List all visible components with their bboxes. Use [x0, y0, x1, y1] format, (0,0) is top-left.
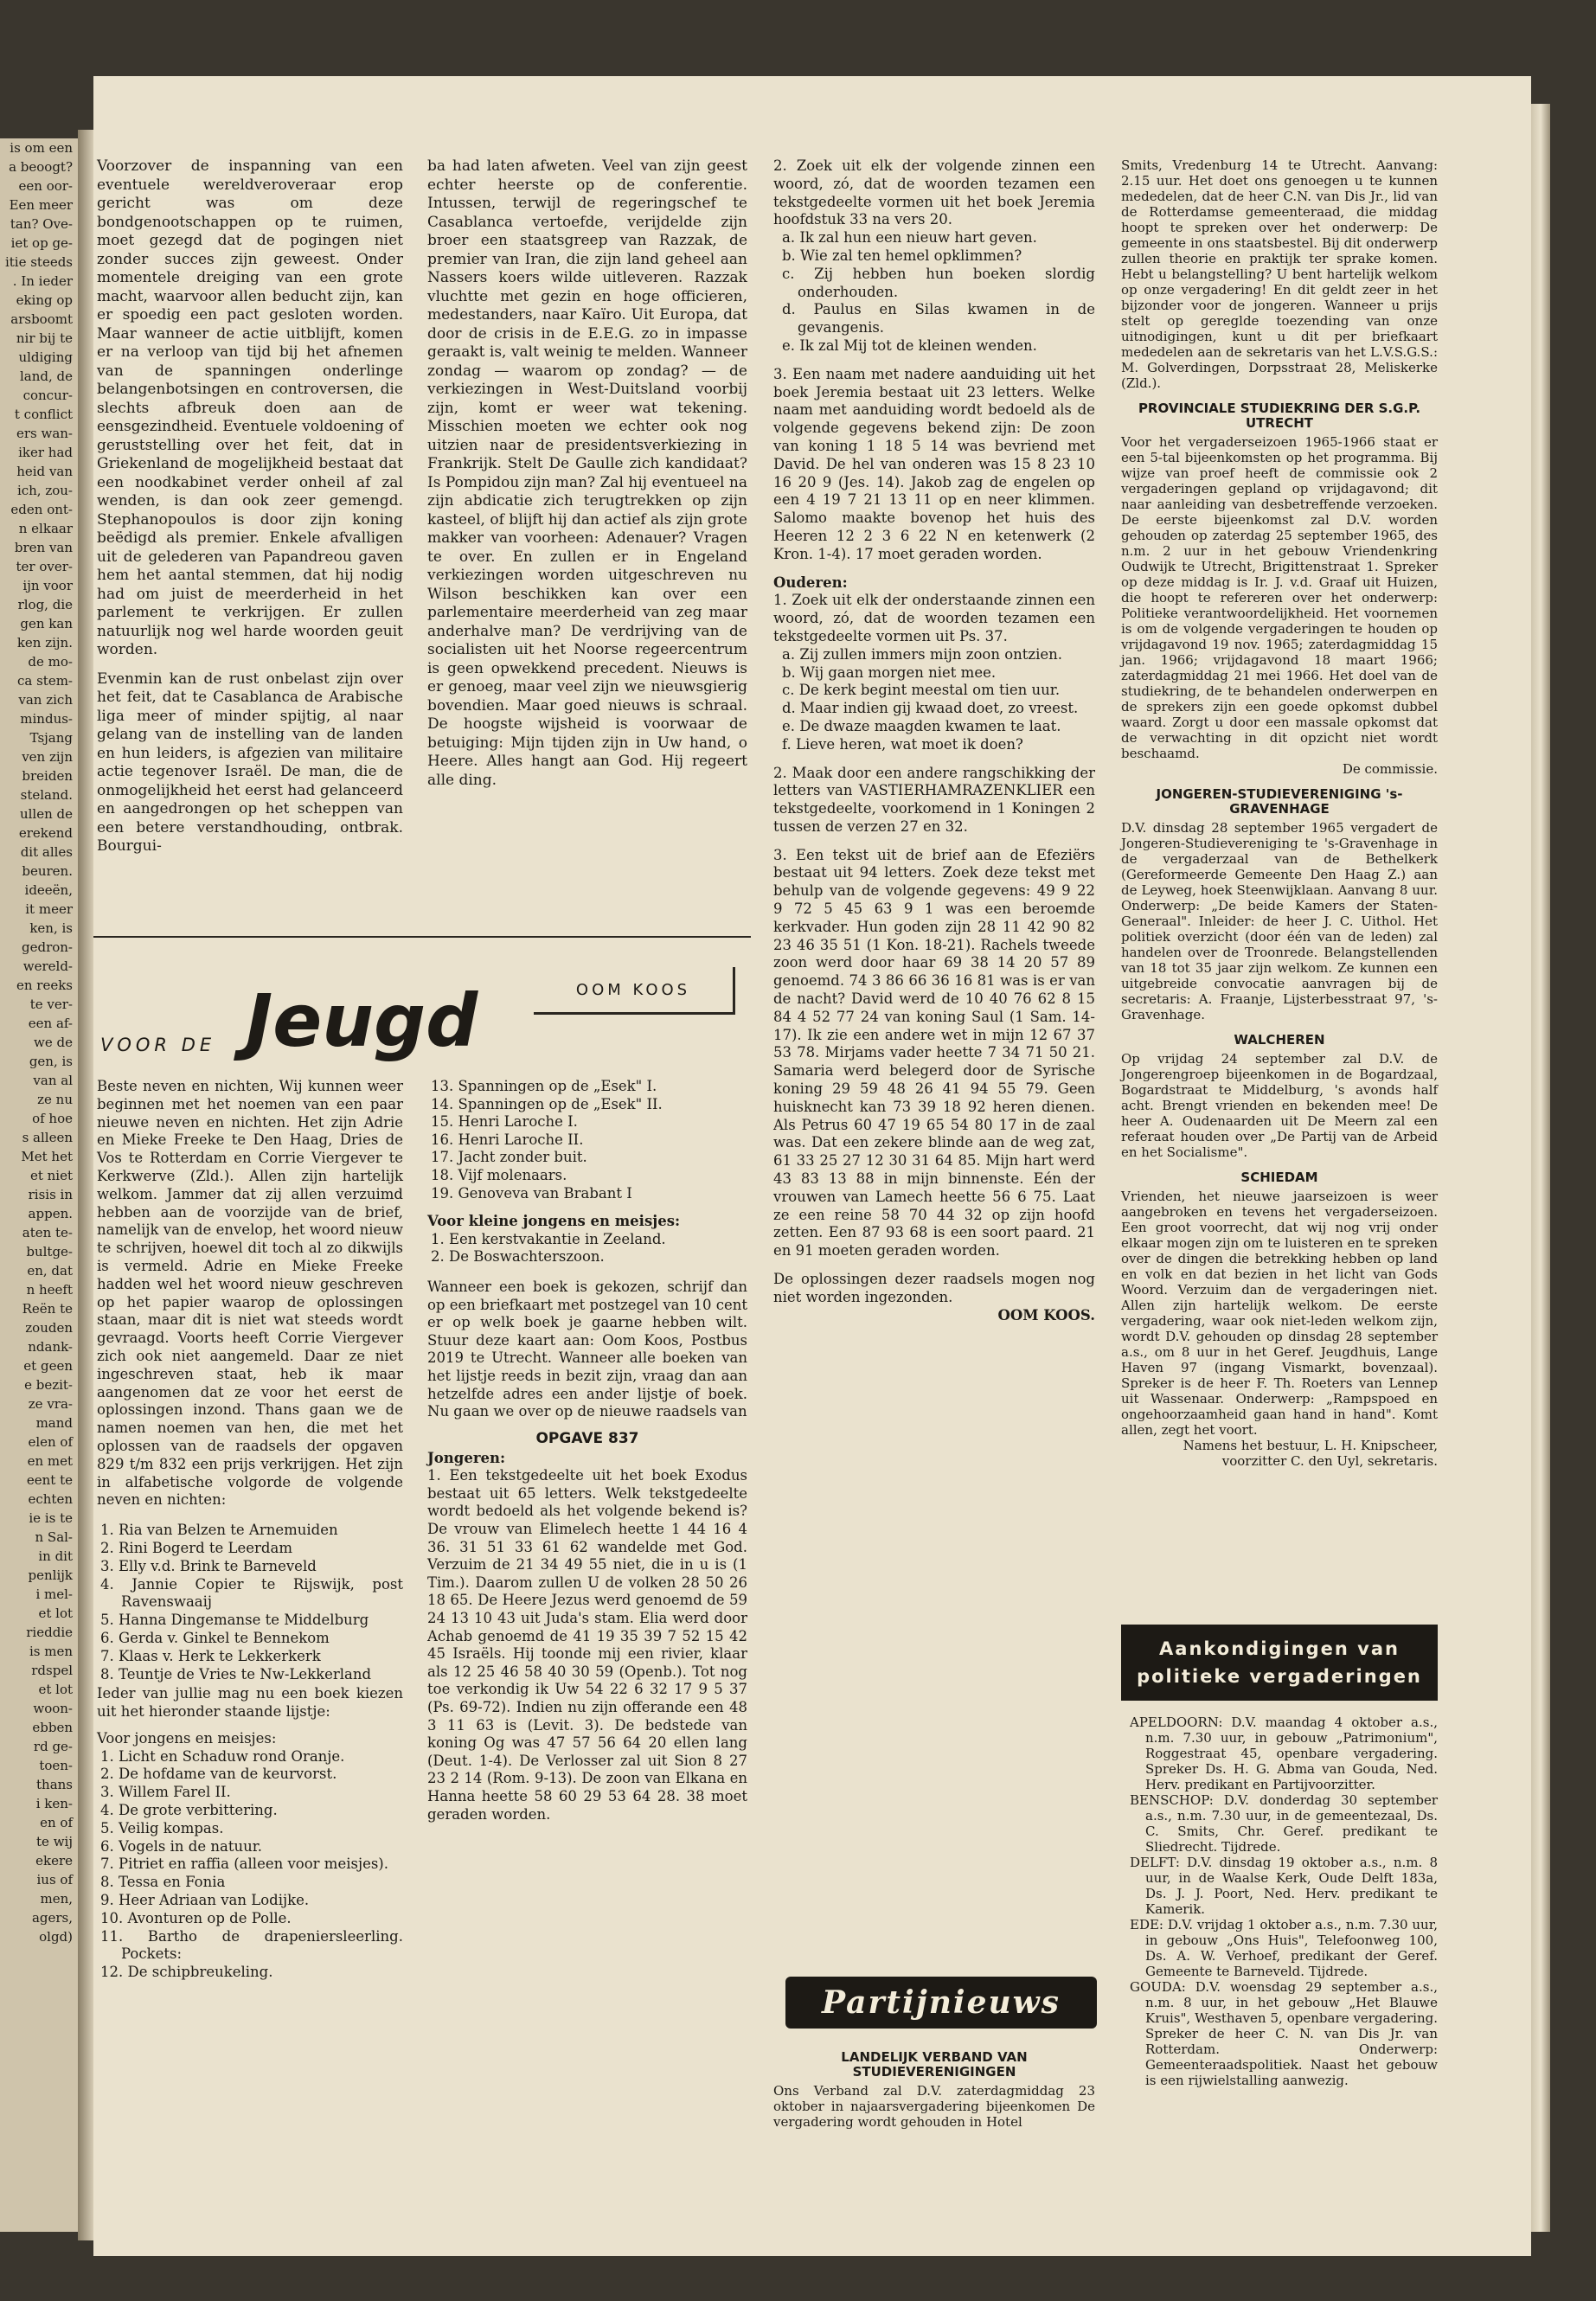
prev-page-line: concur-: [22, 388, 73, 403]
prev-page-line: eden ont-: [10, 502, 73, 517]
book-item: 14. Spanningen op de „Esek" II.: [431, 1095, 663, 1112]
prev-page-line: ekere: [35, 1853, 73, 1868]
prev-page-line: Met het: [21, 1149, 73, 1164]
prev-page-line: a beoogt?: [9, 159, 73, 175]
prev-page-line: is om een: [10, 140, 73, 156]
book-item: 1. Licht en Schaduw rond Oranje.: [100, 1747, 345, 1765]
puzzle-item: c. Zij hebben hun boeken slordig onderhouden.: [782, 265, 1095, 300]
puzzle-question: 2. Maak door een andere rangschikking der letters van VASTIERHAMRAZENKLIER een tekstgedeelte, voorkomend in 1 Koningen 2 tussen de verzen 27 en 32.: [773, 764, 1095, 835]
signature: OOM KOOS.: [997, 1306, 1095, 1324]
youth-intro: Beste neven en nichten, Wij kunnen weer beginnen met het noemen van een paar nieuwe neven en nichten. Het zijn Adrie en Mieke Freeke te Den Haag, Dries de Vos te Rotterdam en Corrie Viergever te Kerkwerve (Zld.). Allen zijn hartelijk welkom. Jammer dat zij allen verzuimd hebben aan de voorzijde van de brief, namelijk van de envelop, het woord nieuw te schrijven, hoewel dit toch al zo dikwijls is vermeld. Adrie en Mieke Freeke hadden wel het woord nieuw geschreven op het papier waarop de oplossingen staan, maar dit is niet wat steeds wordt gevraagd. Voorts heeft Corrie Viergever zich ook niet aangemeld. Daar ze niet ingeschreven staat, heb ik maar aangenomen dat ze voor het eerst de oplossingen inzond. Thans gaan we de namen noemen van hen, die met het oplossen van de raadsels der opgaven 829 t/m 832 een prijs verkrijgen. Het zijn in alfabetische volgorde de volgende neven en nichten:: [97, 1078, 403, 1509]
prev-page-line: ebben: [32, 1720, 73, 1735]
books-list: [97, 1748, 403, 1982]
section-heading: JONGEREN-STUDIEVERENIGING 's-GRAVENHAGE: [1156, 786, 1403, 817]
prev-page-line: olgd): [39, 1929, 73, 1945]
meetings-items: [1121, 1715, 1438, 2088]
prev-page-line: agers,: [31, 1910, 73, 1926]
prev-page-line: . In ieder: [12, 273, 73, 289]
puzzle-question: 3. Een tekst uit de brief aan de Efeziërs bestaat uit 94 letters. Zoek deze tekst met behulp van de volgende gegevens: 49 9 22 9 72 5 45 63 9 1 was een beroemde kerkvader. Hun goden zijn 28 11 42 90 82 23 46 35 51 (1 Kon. 18-21). Rachels tweede zoon werd door haar 69 38 14 20 57 89 genoemd. 74 3 86 66 36 16 81 was is er van de nacht? David werd de 10 40 76 62 8 15 84 4 52 77 24 van koning Saul (1 Sam. 14-17). Ik zie een andere wet in mijn 12 67 37 53 78. Mirjams vader heette 7 34 71 50 21. Samaria werd belegerd door de Syrische koning 29 59 48 26 41 94 55 79. Geen huisknecht kan 73 39 18 92 heren dienen. Als Petrus 60 47 19 65 54 80 17 in de zaal was. Dat een zekere blinde aan de weg zat, 61 33 25 27 12 30 31 64 85. Mijn hart werd 43 83 13 88 in mijn binnenste. Eén der vrouwen van Lamech heette 56 6 75. Laat ze een reine 58 70 44 32 op zijn hoofd zetten. Een 87 93 68 is een soort paard. 21 en 91 moeten geraden worden.: [773, 846, 1095, 1259]
prev-page-line: is men: [29, 1644, 73, 1659]
prev-page-line: risis in: [28, 1187, 73, 1202]
book-item: 11. Bartho de drapeniersleerling. Pockets:: [100, 1927, 403, 1963]
section-divider: [93, 936, 751, 938]
prev-page-line: ken zijn.: [16, 635, 73, 651]
prev-page-line: echten: [28, 1491, 73, 1507]
prev-page-line: de mo-: [28, 654, 73, 670]
section-heading: PROVINCIALE STUDIEKRING DER S.G.P. UTRECHT: [1138, 401, 1421, 431]
prev-page-line: mindus-: [20, 711, 73, 727]
book-item: 17. Jacht zonder buit.: [431, 1149, 587, 1166]
prev-page-line: eent te: [26, 1472, 73, 1488]
puzzle-item: b. Wie zal ten hemel opklimmen?: [782, 247, 1022, 264]
book-item: 5. Veilig kompas.: [100, 1819, 224, 1836]
books-heading: Voor jongens en meisjes:: [97, 1729, 277, 1747]
prev-page-line: te ver-: [29, 997, 73, 1012]
prev-page-line: dit alles: [20, 844, 73, 860]
winner-item: 8. Teuntje de Vries te Nw-Lekkerland: [100, 1665, 372, 1682]
book-item: 12. De schipbreukeling.: [100, 1964, 273, 1981]
meetings-list: [1121, 1715, 1438, 2088]
section-heading: WALCHEREN: [1234, 1032, 1325, 1048]
prev-page-line: iker had: [18, 445, 73, 460]
meeting-item: APELDOORN: D.V. maandag 4 oktober a.s., n.m. 7.30 uur, in gebouw „Patrimonium", Roggestraat 45, openbare vergadering. Spreker Ds. H. G. Abma van Gouda, Ned. Herv. predikant en Partijvoorzitter.: [1130, 1715, 1438, 1792]
puzzle-item: f. Lieve heren, wat moet ik doen?: [782, 735, 1023, 753]
notice-text: Voor het vergaderseizoen 1965-1966 staat er een 5-tal bijeenkomsten op het programma. Bij wijze van proef heeft de commissie ook 2 vergaderingen gepland op vrijdagavond; dit naar aanleiding van desbetreffende verzoeken. De eerste bijeenkomst zal D.V. worden gehouden op zaterdag 25 september 1965, des n.m. 2 uur in het gebouw Vriendenkring Oudwijk te Utrecht, Brigittenstraat 1. Spreker op deze middag is Ir. J. v.d. Graaf uit Huizen, die hoopt te refereren over het onderwerp: Politieke verantwoordelijkheid. Het voornemen is om de volgende vergaderingen te houden op vrijdagavond 19 nov. 1965; zaterdagmiddag 15 jan. 1966; vrijdagavond 18 maart 1966; zaterdagmiddag 21 mei 1966. Het doel van de studiekring, de te behandelen onderwerpen en de sprekers zijn een goede opkomst dubbel waard. Zorgt u door een massale opkomst dat de verwachting in dit opzicht niet wordt beschaamd.: [1121, 434, 1438, 761]
partijnieuws-banner: Partijnieuws: [785, 1977, 1097, 2029]
book-item: 10. Avonturen op de Polle.: [100, 1909, 292, 1926]
article-column-1: [97, 157, 403, 856]
prev-page-line: s alleen: [22, 1130, 73, 1145]
puzzle-items: [773, 646, 1095, 754]
prev-page-line: ze nu: [37, 1092, 73, 1107]
notice-text: D.V. dinsdag 28 september 1965 vergadert de Jongeren-Studievereniging te 's-Gravenhage in de vergaderzaal van de Bethelkerk (Gereformeerde Gemeente Den Haag Z.) aan de Leyweg, hoek Steenwijklaan. Aanvang 8 uur. Onderwerp: „De beide Kamers der Staten-Generaal". Inleider: de heer J. C. Uithol. Het politiek overzicht (door één van de leden) zal handelen over de Troonrede. Belangstellenden van 18 tot 35 jaar zijn welkom. Ze kunnen een uitgebreide convocatie aanvragen bij de secretaris: A. Fraanje, Lijsterbesstraat 97, 's-Gravenhage.: [1121, 820, 1438, 1022]
prev-page-line: t conflict: [14, 407, 73, 422]
prev-page-line: zouden: [25, 1320, 73, 1336]
prev-page-line: et lot: [38, 1606, 73, 1621]
announcements-column: [1121, 157, 1438, 1469]
prev-page-line: mand: [35, 1415, 73, 1431]
prev-page-line: men,: [40, 1891, 73, 1907]
prev-page-line: ius of: [36, 1872, 73, 1888]
prev-page-line: n elkaar: [18, 521, 73, 536]
prev-page-line: tan? Ove-: [10, 216, 73, 232]
prev-page-line: rlog, die: [17, 597, 73, 612]
book-item: 1. Een kerstvakantie in Zeeland.: [431, 1230, 666, 1247]
prev-page-line: Reën te: [22, 1301, 73, 1317]
prev-page-line: land, de: [19, 369, 73, 384]
book-item: 9. Heer Adriaan van Lodijke.: [100, 1892, 310, 1909]
puzzle-item: a. Zij zullen immers mijn zoon ontzien.: [782, 645, 1063, 663]
prev-page-line: ken, is: [29, 920, 73, 936]
prev-page-line: ijn voor: [22, 578, 73, 593]
notice-text: Op vrijdag 24 september zal D.V. de Jongerengroep bijeenkomen in de Bogardzaal, Bogardstraat te Middelburg, 's avonds half acht. Brengt vrienden en bekenden mee! De heer A. Oudenaarden uit De Meern zal een referaat houden over „De Partij van de Arbeid en het Socialisme".: [1121, 1051, 1438, 1160]
prev-page-line: rieddie: [26, 1625, 73, 1640]
section-heading: SCHIEDAM: [1240, 1170, 1318, 1185]
prev-page-line: toen-: [39, 1758, 73, 1773]
prev-page-line: rdspel: [31, 1663, 73, 1678]
prev-page-line: ideeën,: [24, 882, 73, 898]
article-column-2: [427, 157, 747, 790]
puzzle-item: c. De kerk begint meestal om tien uur.: [782, 682, 1061, 699]
prev-page-line: gen kan: [20, 616, 73, 631]
partij-text: Ons Verband zal D.V. zaterdagmiddag 23 oktober in najaarsvergadering bijeenkomen De vergadering wordt gehouden in Hotel: [773, 2083, 1095, 2130]
article-paragraph: Evenmin kan de rust onbelast zijn over het feit, dat te Casablanca de Arabische liga meer of minder spijtig, al naar gelang van de instelling van de landen en hun leiders, is afgezien van militaire actie tegenover Israël. De man, die de onmogelijkheid het eerst had gelanceerd en aangedrongen op het scheppen van een betere verstandhouding, ontbrak. Bourgui-: [97, 670, 403, 855]
winner-item: 1. Ria van Belzen te Arnemuiden: [100, 1522, 338, 1539]
section-heading: LANDELIJK VERBAND VAN STUDIEVERENIGINGEN: [841, 2049, 1028, 2080]
book-item: 7. Pitriet en raffia (alleen voor meisjes).: [100, 1856, 388, 1873]
youth-column-2: [427, 1078, 747, 1823]
winner-item: 2. Rini Bogerd te Leerdam: [100, 1539, 292, 1556]
puzzle-item: b. Wij gaan morgen niet mee.: [782, 663, 997, 681]
prev-page-line: n Sal-: [35, 1529, 73, 1545]
prev-page-line: bren van: [14, 540, 73, 555]
prev-page-line: penlijk: [28, 1567, 73, 1583]
prev-page-line: uldiging: [18, 349, 73, 365]
prev-page-line: et lot: [38, 1682, 73, 1697]
book-item: 3. Willem Farel II.: [100, 1784, 231, 1801]
book-item: 13. Spanningen op de „Esek" I.: [431, 1078, 657, 1094]
puzzle-item: e. De dwaze maagden kwamen te laat.: [782, 717, 1061, 734]
book-item: 16. Henri Laroche II.: [431, 1131, 584, 1148]
prev-page-line: i ken-: [35, 1796, 73, 1811]
winner-item: 3. Elly v.d. Brink te Barneveld: [100, 1557, 317, 1574]
small-books-list: [427, 1231, 747, 1266]
book-item: 8. Tessa en Fonia: [100, 1874, 226, 1891]
prev-page-line: en, dat: [27, 1263, 73, 1279]
prev-page-line: bultge-: [26, 1244, 73, 1259]
prev-page-line: ter over-: [16, 559, 73, 574]
youth-column-1: [97, 1078, 403, 1982]
closing-note: De oplossingen dezer raadsels mogen nog niet worden ingezonden.: [773, 1271, 1095, 1305]
prev-page-line: te wij: [36, 1834, 73, 1849]
choice-text: Wanneer een boek is gekozen, schrijf dan op een briefkaart met postzegel van 10 cent er op welk boek je gaarne hebben wilt. Stuur deze kaart aan: Oom Koos, Postbus 2019 te Utrecht. Wanneer alle boeken van het lijstje reeds in bezit zijn, vraag dan aan hetzelfde adres een ander lijstje of boek. Nu gaan we over op de nieuwe raadsels van: [427, 1278, 747, 1420]
prev-page-line: thans: [36, 1777, 73, 1792]
book-item: 4. De grote verbittering.: [100, 1802, 278, 1819]
small-heading: Voor kleine jongens en meisjes:: [427, 1213, 681, 1230]
meeting-item: GOUDA: D.V. woensdag 29 september a.s., n.m. 8 uur, in het gebouw „Het Blauwe Kruis", Westhaven 5, openbare vergadering. Spreker de heer C. N. van Dis Jr. van Rotterdam. Onderwerp: Gemeenteraadspolitiek. Naast het gebouw is een rijwielstalling aanwezig.: [1130, 1979, 1438, 2088]
prev-page-line: beuren.: [22, 863, 73, 879]
jeugd-title: Jeugd: [246, 978, 478, 1063]
book-item: 18. Vijf molenaars.: [431, 1166, 567, 1183]
prev-page-line: arsboomt: [10, 311, 73, 327]
prev-page-line: erekend: [18, 825, 73, 841]
aankondigingen-banner: Aankondigingen van politieke vergaderingen: [1121, 1625, 1438, 1701]
prev-page-line: van al: [33, 1073, 73, 1088]
prev-page-line: ich, zou-: [16, 483, 73, 498]
prev-page-line: rd ge-: [33, 1739, 73, 1754]
prev-page-line: wereld-: [22, 958, 73, 974]
prev-page-line: ie is te: [29, 1510, 73, 1526]
prev-page-line: it meer: [25, 901, 73, 917]
meeting-item: EDE: D.V. vrijdag 1 oktober a.s., n.m. 7.30 uur, in gebouw „Ons Huis", Telefoonweg 100, Ds. A. W. Verhoef, predikant der Geref. Gemeente te Barneveld. Tijdrede.: [1130, 1917, 1438, 1979]
puzzle-question: 1. Zoek uit elk der onderstaande zinnen een woord, zó, dat de woorden tezamen een tekstgedeelte vormen uit Ps. 37.: [773, 592, 1095, 644]
puzzle-question: 2. Zoek uit elk der volgende zinnen een woord, zó, dat de woorden tezamen een tekstgedeelte vormen uit het boek Jeremia hoofdstuk 33 na vers 20.: [773, 157, 1095, 228]
opgave-heading: OPGAVE 837: [535, 1429, 639, 1447]
partij-section: [773, 2040, 1095, 2130]
books-list-2: [427, 1078, 747, 1202]
prev-page-line: iet op ge-: [10, 235, 73, 251]
puzzle-items: [773, 229, 1095, 356]
prev-page-line: we de: [34, 1035, 73, 1050]
book-item: 19. Genoveva van Brabant I: [431, 1184, 632, 1202]
notice-text: Vrienden, het nieuwe jaarseizoen is weer aangebroken en tevens het vergaderseizoen. Een groot voorrecht, dat wij nog vrij onder elkaar mogen zijn om te luisteren en te spreken over de dingen die betrekking hebben op land en volk en dat bezien in het licht van Gods Woord. Verzuim dan de vergaderingen niet. Allen zijn hartelijk welkom. De eerste vergadering, waar ook niet-leden welkom zijn, wordt D.V. gehouden op dinsdag 28 september a.s., om 8 uur in het Geref. Jeugdhuis, Lange Haven 97 (ingang Vismarkt, bovenzaal). Spreker is de heer F. Th. Roeters van Lennep uit Wassenaar. Onderwerp: „Rampspoed en ongehoorzaamheid gaan hand in hand". Komt allen, zegt het voort.: [1121, 1189, 1438, 1438]
prev-page-line: heid van: [16, 464, 73, 479]
puzzle-item: d. Paulus en Silas kwamen in de gevangenis.: [782, 301, 1095, 336]
prev-page-line: ven zijn: [22, 749, 73, 765]
prev-page-line: steland.: [20, 787, 73, 803]
winner-item: 5. Hanna Dingemanse te Middelburg: [100, 1612, 369, 1629]
prev-page-line: een oor-: [18, 178, 73, 194]
winner-item: 7. Klaas v. Herk te Lekkerkerk: [100, 1647, 321, 1664]
signature: De commissie.: [1342, 761, 1438, 777]
article-paragraph: ba had laten afweten. Veel van zijn geest echter heerste op de conferentie. Intussen, terwijl de regeringschef te Casablanca vertoefde, verijdelde zijn broer een staatsgreep van Razzak, de premier van Iran, die zijn land geheel aan Nassers koers wilde uitleveren. Razzak vluchtte met gezin en hoge officieren, medestanders, naar Kaïro. Uit Europa, dat door de crisis in de E.E.G. zo in impasse geraakt is, valt weinig te melden. Wanneer zondag — waarom op zondag? — de verkiezingen in West-Duitsland voorbij zijn, komt er weer wat tekening. Misschien moeten we echter ook nog uitzien naar de presidentsverkiezing in Frankrijk. Stelt De Gaulle zich kandidaat? Is Pompidou zijn man? Zal hij eventueel na zijn abdicatie zich terugtrekken op zijn kasteel, of blijft hij dan actief als zijn grote makker van voorheen: Adenauer? Vragen te over. En zullen er in Engeland verkiezingen worden uitgeschreven nu Wilson beschikken kan over een parlementaire meerderheid van zeg maar anderhalve man? De verdrijving van de socialisten uit het Noorse regeercentrum is geen opwekkend precedent. Nieuws is er genoeg, maar veel zijn we nieuwsgierig bovendien. Maar goed nieuws is schraal. De hoogste wijsheid is voorwaar de betuiging: Mijn tijden zijn in Uw hand, o Heere. Alles hangt aan God. Hij regeert alle ding.: [427, 157, 747, 789]
puzzle-item: d. Maar indien gij kwaad doet, zo vreest.: [782, 700, 1079, 717]
book-item: 2. De Boswachterszoon.: [431, 1248, 605, 1266]
winners-note: Ieder van jullie mag nu een boek kiezen uit het hieronder staande lijstje:: [97, 1685, 403, 1721]
prev-page-line: ca stem-: [16, 673, 73, 689]
prev-page-line: aten te-: [22, 1225, 73, 1240]
prev-page-line: appen.: [28, 1206, 73, 1221]
winner-item: 4. Jannie Copier te Rijswijk, post Ravenswaaij: [100, 1575, 403, 1611]
prev-page-line: ers wan-: [16, 426, 73, 441]
prev-page-line: et geen: [23, 1358, 73, 1374]
article-paragraph: Voorzover de inspanning van een eventuele wereldveroveraar erop gericht was om deze bondgenootschappen op te ruimen, moet gezegd dat de pogingen niet zonder succes zijn geweest. Onder momentele dreiging van een grote macht, waarvoor allen beducht zijn, kan er spoedig een pact gesloten worden. Maar wanneer de actie uitblijft, komen er na verloop van tijd bij het afnemen van de spanningen onderlinge belangenbotsingen en controversen, die slechts afbreuk doen aan de eensgezindheid. Eventuele voldoening of geruststelling over het feit, dat in Griekenland de mogelijkheid bestaat dat een noodkabinet verder onheil af zal wenden, is dan ook zeer gemengd. Stephanopoulos is door zijn koning beëdigd als premier. Enkele afvalligen uit de gelederen van Papandreou gaven hem het aantal stemmen, dat hij nodig had om juist de meerderheid in het parlement te verkrijgen. Er zullen natuurlijk nog wel harde woorden geuit worden.: [97, 157, 403, 658]
prev-page-line: en of: [40, 1815, 73, 1830]
prev-page-line: n heeft: [26, 1282, 73, 1298]
prev-page-line: woon-: [33, 1701, 73, 1716]
prev-page-line: et niet: [29, 1168, 73, 1183]
book-item: 6. Vogels in de natuur.: [100, 1837, 263, 1855]
prev-page-line: van zich: [18, 692, 73, 708]
prev-page-line: en met: [27, 1453, 73, 1469]
puzzle-column: [773, 157, 1095, 1324]
ouderen-heading: Ouderen:: [773, 574, 848, 591]
prev-page-line: of hoe: [32, 1111, 73, 1126]
prev-page-line: gedron-: [21, 939, 73, 955]
prev-page-line: elen of: [28, 1434, 73, 1450]
meeting-item: DELFT: D.V. dinsdag 19 oktober a.s., n.m. 8 uur, in de Waalse Kerk, Oude Delft 183a, Ds. J. J. Poort, Ned. Herv. predikant te Kamerik.: [1130, 1855, 1438, 1917]
notice-text: Smits, Vredenburg 14 te Utrecht. Aanvang: 2.15 uur. Het doet ons genoegen u te kunnen mededelen, dat de heer C.N. van Dis Jr., lid van de Rotterdamse gemeenteraad, die middag hoopt te spreken over het onderwerp: De gemeente in ons staatsbestel. Bij dit onderwerp zullen theorie en praktijk ter sprake komen. Hebt u belangstelling? U bent hartelijk welkom op onze vergadering! En dit geldt zeer in het bijzonder voor de jongeren. Wanneer u prijs stelt op gereglde toezending van onze uitnodigingen, kunt u dit per briefkaart mededelen aan de sekretaris van het L.V.S.G.S.: M. Golverdingen, Dorpsstraat 28, Meliskerke (Zld.).: [1121, 157, 1438, 391]
voor-de-label: VOOR DE: [100, 1035, 216, 1055]
prev-page-line: een af-: [28, 1016, 73, 1031]
book-item: 15. Henri Laroche I.: [431, 1113, 578, 1131]
prev-page-line: eking op: [16, 292, 73, 308]
prev-page-line: e bezit-: [24, 1377, 73, 1393]
signature: Namens het bestuur, L. H. Knipscheer, voorzitter C. den Uyl, sekretaris.: [1183, 1438, 1438, 1469]
puzzle-item: a. Ik zal hun een nieuw hart geven.: [782, 229, 1037, 247]
meeting-item: BENSCHOP: D.V. donderdag 30 september a.s., n.m. 7.30 uur, in de gemeentezaal, Ds. C. Smits, Chr. Geref. predikant te Sliedrecht. Tijdrede.: [1130, 1792, 1438, 1855]
page-edge-right: [1531, 104, 1550, 2232]
prev-page-line: Tsjang: [29, 730, 73, 746]
prev-page-line: ndank-: [28, 1339, 73, 1355]
winner-item: 6. Gerda v. Ginkel te Bennekom: [100, 1629, 330, 1646]
puzzle-item: e. Ik zal Mij tot de kleinen wenden.: [782, 336, 1037, 354]
prev-page-line: ze vra-: [28, 1396, 73, 1412]
prev-page-line: nir bij te: [16, 330, 73, 346]
oom-koos-box: OOM KOOS: [534, 967, 735, 1015]
winners-list: [97, 1522, 403, 1683]
prev-page-line: breiden: [22, 768, 73, 784]
prev-page-line: ullen de: [19, 806, 73, 822]
prev-page-line: en reeks: [16, 977, 73, 993]
previous-page-edge: [0, 138, 85, 2232]
prev-page-line: i mel-: [35, 1586, 73, 1602]
book-item: 2. De hofdame van de keurvorst.: [100, 1766, 337, 1783]
puzzle-question: 1. Een tekstgedeelte uit het boek Exodus bestaat uit 65 letters. Welk tekstgedeelte wordt bedoeld als het volgende bekend is? De vrouw van Elimelech heette 1 44 16 4 36. 31 51 33 61 62 wandelde met God. Verzuim de 21 34 49 55 niet, die in u is (1 Tim.). Daarom zullen U de volken 28 50 26 18 65. De Heere Jezus werd genoemd de 59 24 13 10 43 uit Juda's stam. Elia werd door Achab genoemd de 41 19 35 39 7 52 15 42 45 Israëls. Hij toonde mij een rivier, klaar als 12 25 46 58 40 30 59 (Openb.). Tot nog toe verkondig ik Uw 54 22 6 32 17 9 5 37 (Ps. 69-72). Indien nu zijn offerande een 48 3 11 63 is (Levit. 3). De bedstede van koning Og was 47 57 56 64 20 ellen lang (Deut. 1-4). De Verlosser zal uit Sion 8 27 23 2 14 (Rom. 9-13). De zoon van Elkana en Hanna heette 58 60 29 53 64 28. 38 moet geraden worden.: [427, 1467, 747, 1823]
jongeren-heading: Jongeren:: [427, 1449, 506, 1466]
prev-page-line: gen, is: [29, 1054, 73, 1069]
prev-page-line: itie steeds: [4, 254, 73, 270]
prev-page-line: Een meer: [9, 197, 73, 213]
prev-page-line: in dit: [38, 1548, 73, 1564]
puzzle-question: 3. Een naam met nadere aanduiding uit het boek Jeremia bestaat uit 23 letters. Welke naam met aanduiding wordt bedoeld als de volgende gegevens bekend zijn: De zoon van koning 1 18 5 14 was bevriend met David. De hel van onderen was 15 8 23 10 16 20 9 (Jes. 14). Jakob zag de engelen op een 4 19 7 21 13 11 op en neer klimmen. Salomo maakte bovenop het huis des Heeren 12 2 3 6 22 N en ketenwerk (2 Kron. 1-4). 17 moet geraden worden.: [773, 365, 1095, 562]
